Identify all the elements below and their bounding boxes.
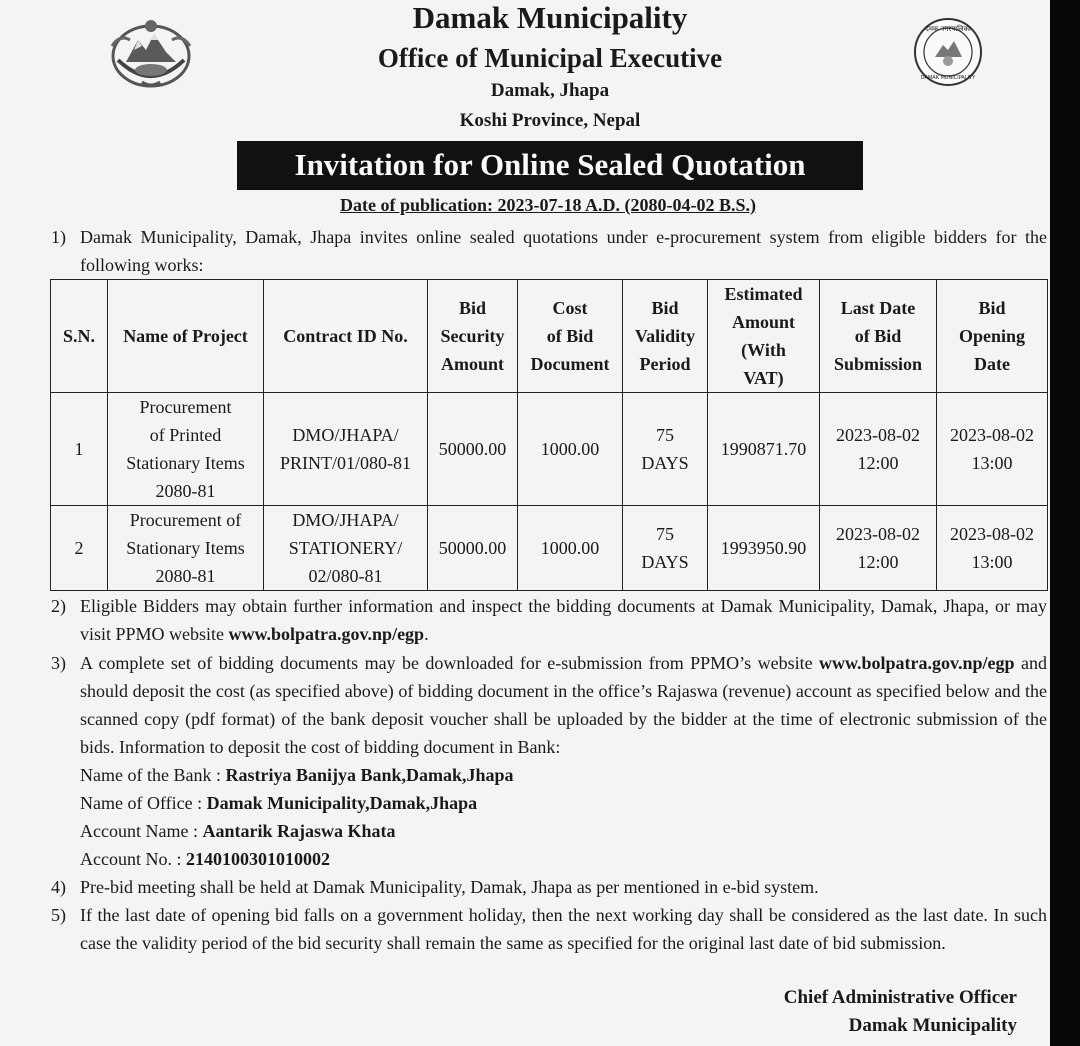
clause-2 <box>80 592 1047 648</box>
clause-4-text: Pre-bid meeting shall be held at Damak Municipality, Damak, Jhapa as per mentioned in e-bid system. <box>80 877 819 897</box>
office-name-value: Damak Municipality,Damak,Jhapa <box>206 793 478 813</box>
cell-estimated: 1990871.70 <box>708 393 820 506</box>
notice-banner: Invitation for Online Sealed Quotation <box>237 141 863 190</box>
cell-last-date: 2023-08-02 12:00 <box>820 506 937 591</box>
cell-validity: 75 DAYS <box>623 393 708 506</box>
cell-validity: 75 DAYS <box>623 506 708 591</box>
col-header-sn: S.N. <box>51 280 108 393</box>
cell-cost: 1000.00 <box>518 393 623 506</box>
col-header-contract-id: Contract ID No. <box>264 280 428 393</box>
col-header-validity: Bid Validity Period <box>623 280 708 393</box>
account-name-row <box>80 817 395 845</box>
table-header-row <box>51 280 1048 393</box>
cell-opening: 2023-08-02 13:00 <box>937 506 1048 591</box>
cell-last-date: 2023-08-02 12:00 <box>820 393 937 506</box>
screen-edge <box>1050 0 1080 1046</box>
col-header-bid-security: Bid Security Amount <box>428 280 518 393</box>
address-line-1: Damak, Jhapa <box>490 80 610 101</box>
svg-text:DAMAK MUNICIPALITY: DAMAK MUNICIPALITY <box>920 75 976 81</box>
clause-3-text-b: and should deposit the cost (as specified above) of bidding document in the office’s Rajaswa (revenue) account as specified below and the scanned copy (pdf format) of the bank deposit voucher shall be uploaded by the bidder at the time of electronic submission of the bids. Information to deposit the cost of bidding document in Bank: <box>80 653 1047 757</box>
clause-2-text: Eligible Bidders may obtain further information and inspect the bidding documents at Damak Municipality, Damak, Jhapa, or may visit PPMO website <box>80 596 1047 644</box>
clause-4-number: 4) <box>51 877 66 897</box>
cell-bid-security: 50000.00 <box>428 393 518 506</box>
ppmo-website-link[interactable]: www.bolpatra.gov.np/egp <box>228 624 425 644</box>
account-number-label: Account No. : <box>80 849 182 869</box>
cell-opening: 2023-08-02 13:00 <box>937 393 1048 506</box>
clause-1-text: Damak Municipality, Damak, Jhapa invites online sealed quotations under e-procurement system from eligible bidders for the following works: <box>80 227 1047 275</box>
office-title: Office of Municipal Executive <box>377 43 723 73</box>
col-header-opening: Bid Opening Date <box>937 280 1048 393</box>
bank-name-label: Name of the Bank : <box>80 765 221 785</box>
clause-2-number: 2) <box>51 596 66 616</box>
cell-bid-security: 50000.00 <box>428 506 518 591</box>
clause-5-number: 5) <box>51 905 66 925</box>
publication-date: Date of publication: 2023-07-18 A.D. (2080-04-02 B.S.) <box>340 195 756 215</box>
ppmo-website-link[interactable]: www.bolpatra.gov.np/egp <box>819 653 1015 673</box>
account-number-row <box>80 845 330 873</box>
works-table <box>50 279 1048 591</box>
account-name-label: Account Name : <box>80 821 198 841</box>
bank-name-row <box>80 761 514 789</box>
bank-name-value: Rastriya Banijya Bank,Damak,Jhapa <box>225 765 514 785</box>
col-header-estimated: Estimated Amount (With VAT) <box>708 280 820 393</box>
cell-sn: 2 <box>51 506 108 591</box>
col-header-last-date: Last Date of Bid Submission <box>820 280 937 393</box>
table-row <box>51 506 1048 591</box>
office-name-row <box>80 789 477 817</box>
cell-estimated: 1993950.90 <box>708 506 820 591</box>
office-name-label: Name of Office : <box>80 793 203 813</box>
clause-3-number: 3) <box>51 653 66 673</box>
clause-3 <box>80 649 1047 761</box>
cell-project: Procurement of Printed Stationary Items 2080-81 <box>108 393 264 506</box>
cell-contract-id: DMO/JHAPA/ PRINT/01/080-81 <box>264 393 428 506</box>
clause-3-text-a: A complete set of bidding documents may be downloaded for e-submission from PPMO’s website <box>80 653 820 673</box>
account-number-value: 2140100301010002 <box>185 849 330 869</box>
cell-project: Procurement of Stationary Items 2080-81 <box>108 506 264 591</box>
municipality-title: Damak Municipality <box>412 0 688 35</box>
col-header-project: Name of Project <box>108 280 264 393</box>
svg-text:दमक नगरपालिका: दमक नगरपालिका <box>925 25 971 33</box>
account-name-value: Aantarik Rajaswa Khata <box>202 821 396 841</box>
clause-1-number: 1) <box>51 227 66 247</box>
cell-cost: 1000.00 <box>518 506 623 591</box>
cell-sn: 1 <box>51 393 108 506</box>
cell-contract-id: DMO/JHAPA/ STATIONERY/ 02/080-81 <box>264 506 428 591</box>
table-row <box>51 393 1048 506</box>
clause-2-tail: . <box>424 624 429 644</box>
clause-5-text: If the last date of opening bid falls on a government holiday, then the next working day shall be considered as the last date. In such case the validity period of the bid security shall remain the same as specified for the original last date of bid submission. <box>80 905 1047 953</box>
signatory-title: Chief Administrative Officer <box>783 987 1017 1008</box>
signatory-office: Damak Municipality <box>848 1015 1017 1036</box>
address-line-2: Koshi Province, Nepal <box>459 110 641 131</box>
col-header-cost: Cost of Bid Document <box>518 280 623 393</box>
